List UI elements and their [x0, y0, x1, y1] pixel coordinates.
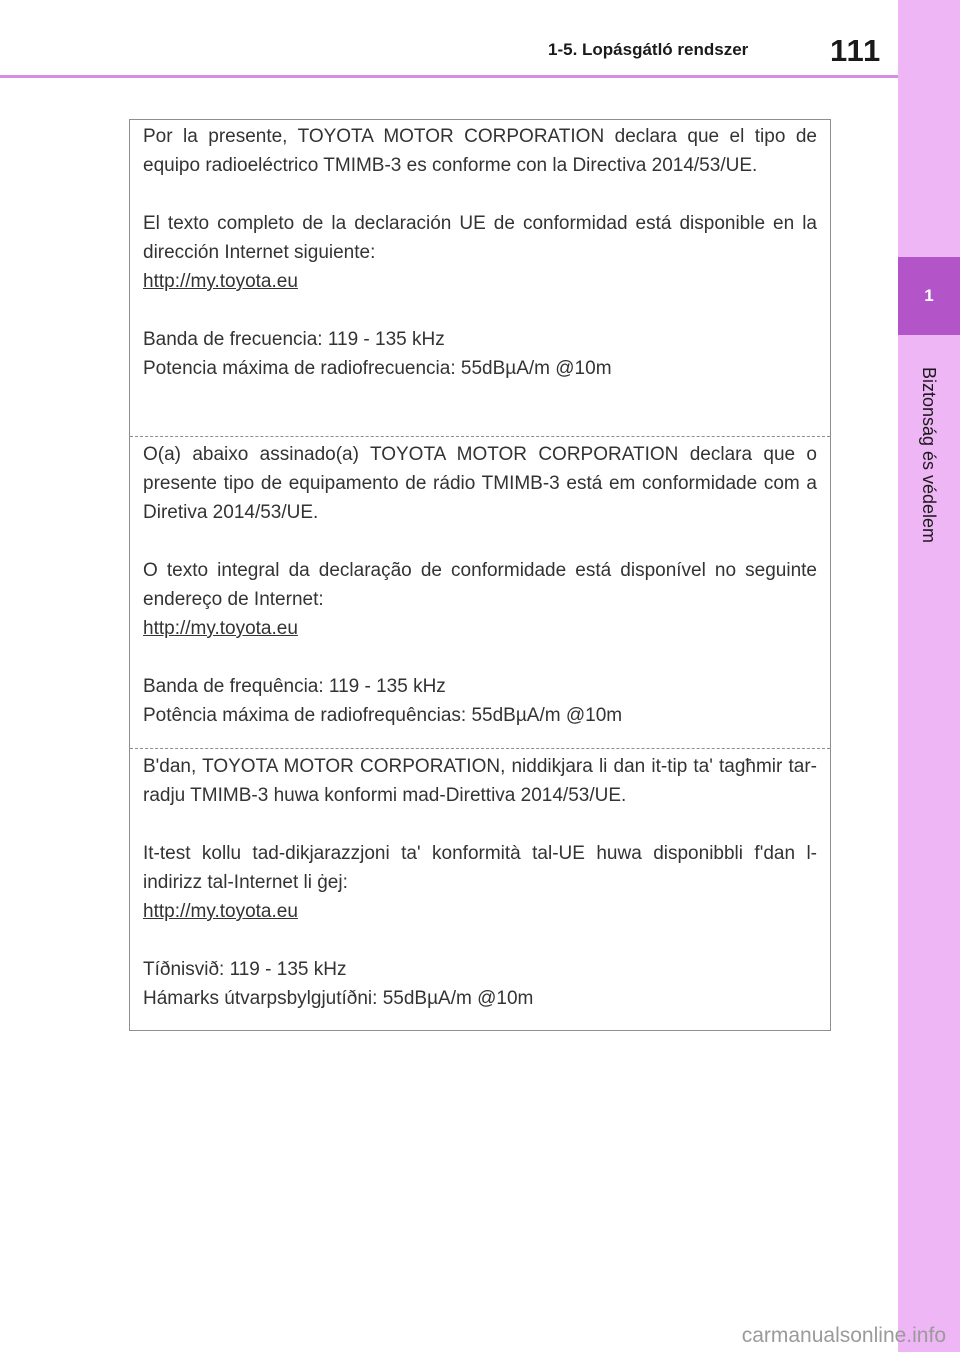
declaration-link[interactable]: http://my.toyota.eu [143, 901, 298, 922]
declarations-box [129, 119, 831, 1031]
watermark: carmanualsonline.info [741, 1324, 946, 1347]
frequency-band: Banda de frequência: 119 - 135 kHz [143, 676, 446, 697]
declaration-link[interactable]: http://my.toyota.eu [143, 618, 298, 639]
chapter-number: 1 [924, 286, 934, 305]
max-power: Potência máxima de radiofrequências: 55dBµA/m @10m [143, 705, 623, 726]
header-rule [0, 75, 898, 78]
availability-text: It-test kollu tad-dikjarazzjoni ta' konformità tal-UE huwa disponibbli f'dan l-indirizz tal-Internet li ġej: [143, 843, 817, 893]
page-number: 111 [830, 33, 882, 68]
max-power: Potencia máxima de radiofrecuencia: 55dBµA/m @10m [143, 358, 612, 379]
section-title: 1-5. Lopásgátló rendszer [548, 40, 749, 59]
conformity-text: Por la presente, TOYOTA MOTOR CORPORATION declara que el tipo de equipo radioeléctrico TMIMB-3 es conforme con la Directiva 2014/53/UE. [143, 126, 817, 176]
declaration-link[interactable]: http://my.toyota.eu [143, 271, 298, 292]
conformity-text: B'dan, TOYOTA MOTOR CORPORATION, niddikjara li dan it-tip ta' tagħmir tar-radju TMIMB-3 huwa konformi mad-Direttiva 2014/53/UE. [143, 756, 817, 806]
availability-text: El texto completo de la declaración UE de conformidad está disponible en la dirección Internet siguiente: [143, 213, 817, 263]
chapter-name: Biztonság és védelem [919, 366, 939, 544]
side-strip [898, 0, 960, 1352]
frequency-band: Banda de frecuencia: 119 - 135 kHz [143, 329, 445, 350]
declaration-maltese-icelandic [130, 748, 830, 1030]
max-power: Hámarks útvarpsbylgjutíðni: 55dBµA/m @10m [143, 988, 534, 1009]
frequency-band: Tíðnisvið: 119 - 135 kHz [143, 959, 347, 980]
declaration-portuguese [130, 436, 830, 748]
declaration-spanish [130, 120, 830, 436]
availability-text: O texto integral da declaração de conformidade está disponível no seguinte endereço de Internet: [143, 560, 817, 610]
conformity-text: O(a) abaixo assinado(a) TOYOTA MOTOR CORPORATION declara que o presente tipo de equipamento de rádio TMIMB-3 está em conformidade com a Diretiva 2014/53/UE. [143, 444, 817, 523]
